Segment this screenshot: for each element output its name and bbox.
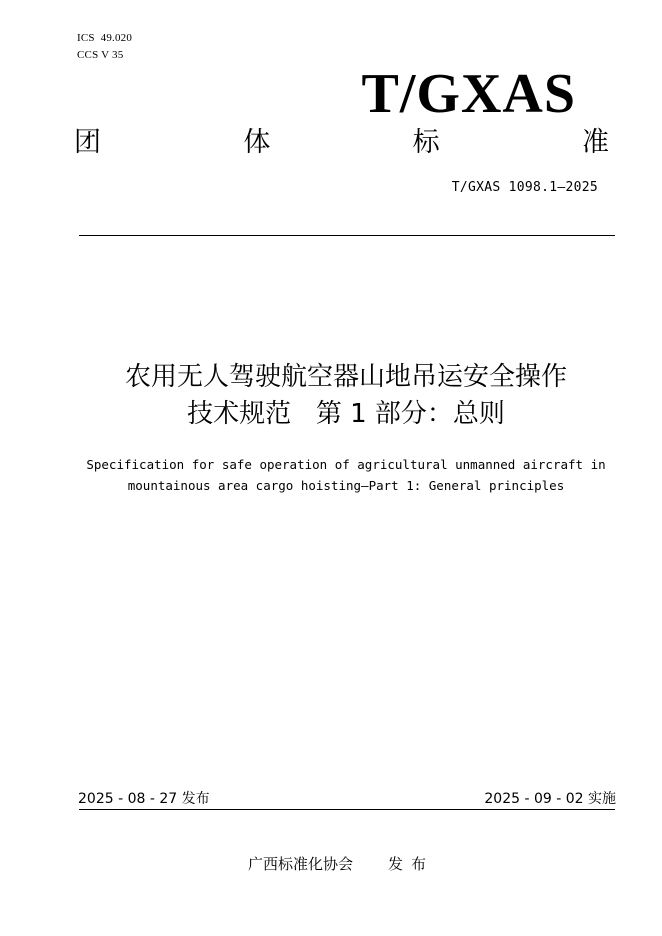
standard-type-char: 准 [581, 127, 609, 158]
title-english-line-1: Specification for safe operation of agricultural unmanned aircraft in [86, 457, 606, 472]
title-chinese-line-2: 技术规范 第 1 部分：总则 [187, 399, 505, 429]
issuing-organization: 广西标准化协会 [248, 855, 354, 873]
ics-code: ICS 49.020 [77, 32, 133, 44]
footer-divider [79, 809, 615, 810]
title-english-line-2: mountainous area cargo hoisting—Part 1: General principles [127, 478, 565, 493]
implementation-date: 2025 - 09 - 02 实施 [484, 791, 616, 807]
standard-type [74, 126, 609, 160]
standard-type-char: 体 [243, 127, 271, 158]
header-divider [79, 235, 615, 236]
title-chinese-line-1: 农用无人驾驶航空器山地吊运安全操作 [124, 362, 567, 392]
issue-label: 发布 [388, 855, 435, 873]
standard-type-char: 标 [412, 127, 440, 158]
publish-date: 2025 - 08 - 27 发布 [78, 791, 210, 807]
standard-number: T/GXAS 1098.1—2025 [451, 180, 598, 195]
ccs-code: CCS V 35 [77, 49, 124, 61]
standard-type-char: 团 [74, 127, 101, 158]
standard-logo: T/GXAS [361, 63, 576, 125]
